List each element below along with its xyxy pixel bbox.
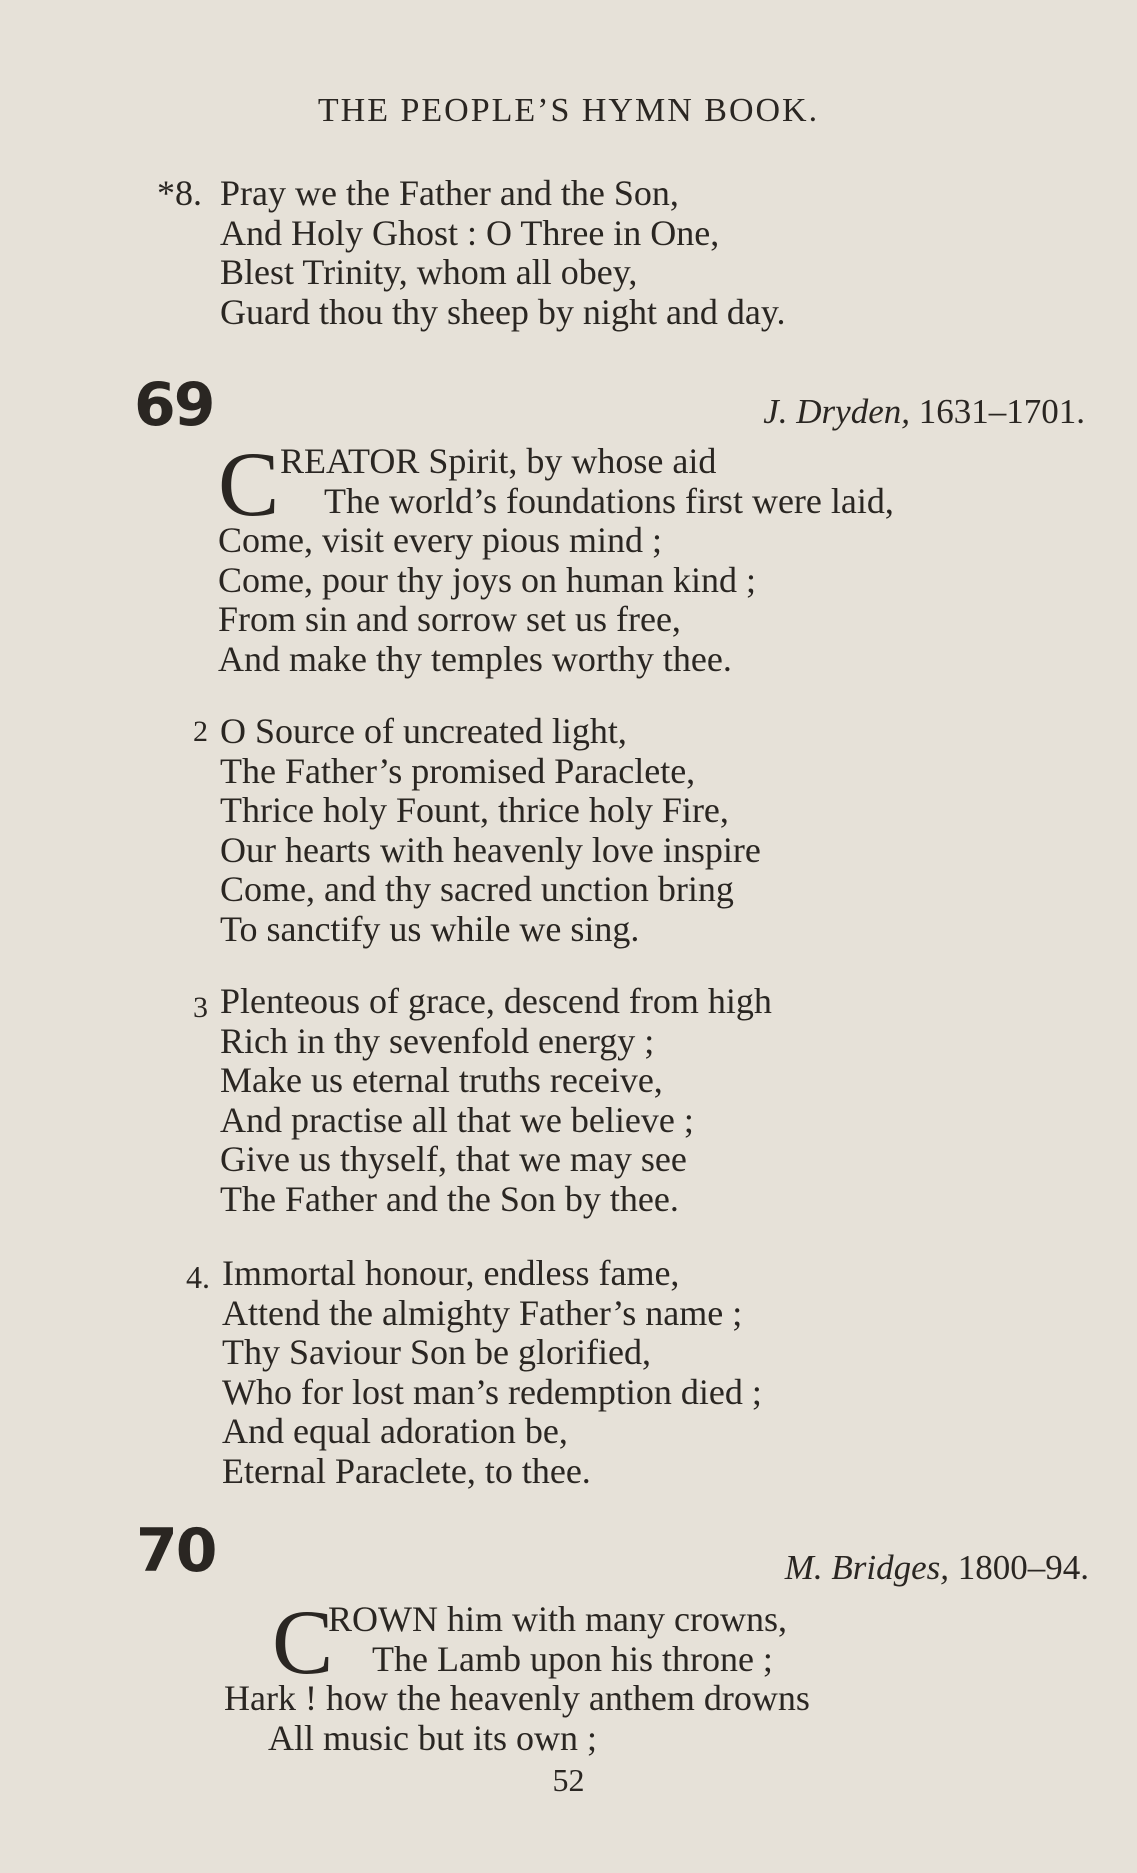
hymn-70-author (785, 1548, 1089, 1588)
hymn-69-verse-4 (186, 1253, 762, 1492)
verse-number: 4. (186, 1259, 210, 1295)
verse-line: Hark ! how the heavenly anthem drowns (224, 1678, 810, 1719)
verse-line: All music but its own ; (268, 1717, 598, 1758)
verse-line: And Holy Ghost : O Three in One, (220, 212, 720, 253)
hymn-number-70: 70 (136, 1516, 216, 1586)
hymn-69-verse-1 (218, 442, 894, 680)
verse-line: Our hearts with heavenly love inspire (220, 829, 761, 870)
verse-line: Come, and thy sacred unction bring (220, 869, 734, 910)
verse-line: The Lamb upon his throne ; (372, 1638, 773, 1679)
verse-line: And make thy temples worthy thee. (218, 638, 732, 679)
verse-number: 2 (193, 715, 208, 748)
hymn-69-author (763, 392, 1085, 432)
drop-cap: C (272, 1591, 334, 1693)
verse-line: The Father’s promised Paraclete, (220, 750, 696, 791)
page-number: 52 (552, 1762, 585, 1798)
hymn-70-verse-1 (224, 1600, 810, 1758)
verse-line: O Source of uncreated light, (220, 711, 627, 751)
verse-line: Who for lost man’s redemption died ; (222, 1371, 762, 1412)
verse-line: And practise all that we believe ; (220, 1099, 694, 1140)
verse-line: The world’s foundations first were laid, (324, 480, 894, 521)
author-dates: 1631–1701. (918, 392, 1085, 431)
verse-number: *8. (157, 173, 202, 213)
verse-line: Pray we the Father and the Son, (220, 173, 679, 213)
hymn-number-69: 69 (134, 370, 214, 440)
verse-line: Come, pour thy joys on human kind ; (218, 559, 756, 600)
verse-line: Eternal Paraclete, to thee. (222, 1450, 591, 1491)
verse-line: ROWN him with many crowns, (328, 1599, 787, 1639)
verse-line: Thrice holy Fount, thrice holy Fire, (220, 790, 729, 831)
verse-line: Rich in thy sevenfold energy ; (220, 1020, 655, 1061)
verse-line: Make us eternal truths receive, (220, 1060, 663, 1101)
verse-line: Give us thyself, that we may see (220, 1139, 687, 1180)
verse-line: To sanctify us while we sing. (220, 908, 640, 949)
verse-line: Attend the almighty Father’s name ; (222, 1292, 743, 1333)
verse-line: Plenteous of grace, descend from high (220, 981, 772, 1021)
verse-line: From sin and sorrow set us free, (218, 599, 681, 640)
verse-8 (157, 173, 786, 332)
verse-line: Blest Trinity, whom all obey, (220, 252, 638, 293)
running-head: THE PEOPLE’S HYMN BOOK. (317, 92, 820, 129)
hymn-69-verse-3 (193, 981, 772, 1220)
verse-line: The Father and the Son by thee. (220, 1178, 679, 1219)
verse-line: Immortal honour, endless fame, (222, 1253, 680, 1293)
author-name: J. Dryden, (763, 392, 910, 431)
drop-cap: C (218, 433, 280, 535)
verse-line: Come, visit every pious mind ; (218, 520, 662, 561)
verse-line: Thy Saviour Son be glorified, (222, 1332, 651, 1373)
hymn-69-verse-2 (193, 711, 761, 950)
verse-line: And equal adoration be, (222, 1411, 568, 1452)
author-name: M. Bridges, (784, 1548, 949, 1587)
verse-line: Guard thou thy sheep by night and day. (220, 291, 786, 332)
author-dates: 1800–94. (957, 1548, 1089, 1587)
verse-line: REATOR Spirit, by whose aid (280, 441, 717, 481)
verse-number: 3 (193, 991, 208, 1024)
